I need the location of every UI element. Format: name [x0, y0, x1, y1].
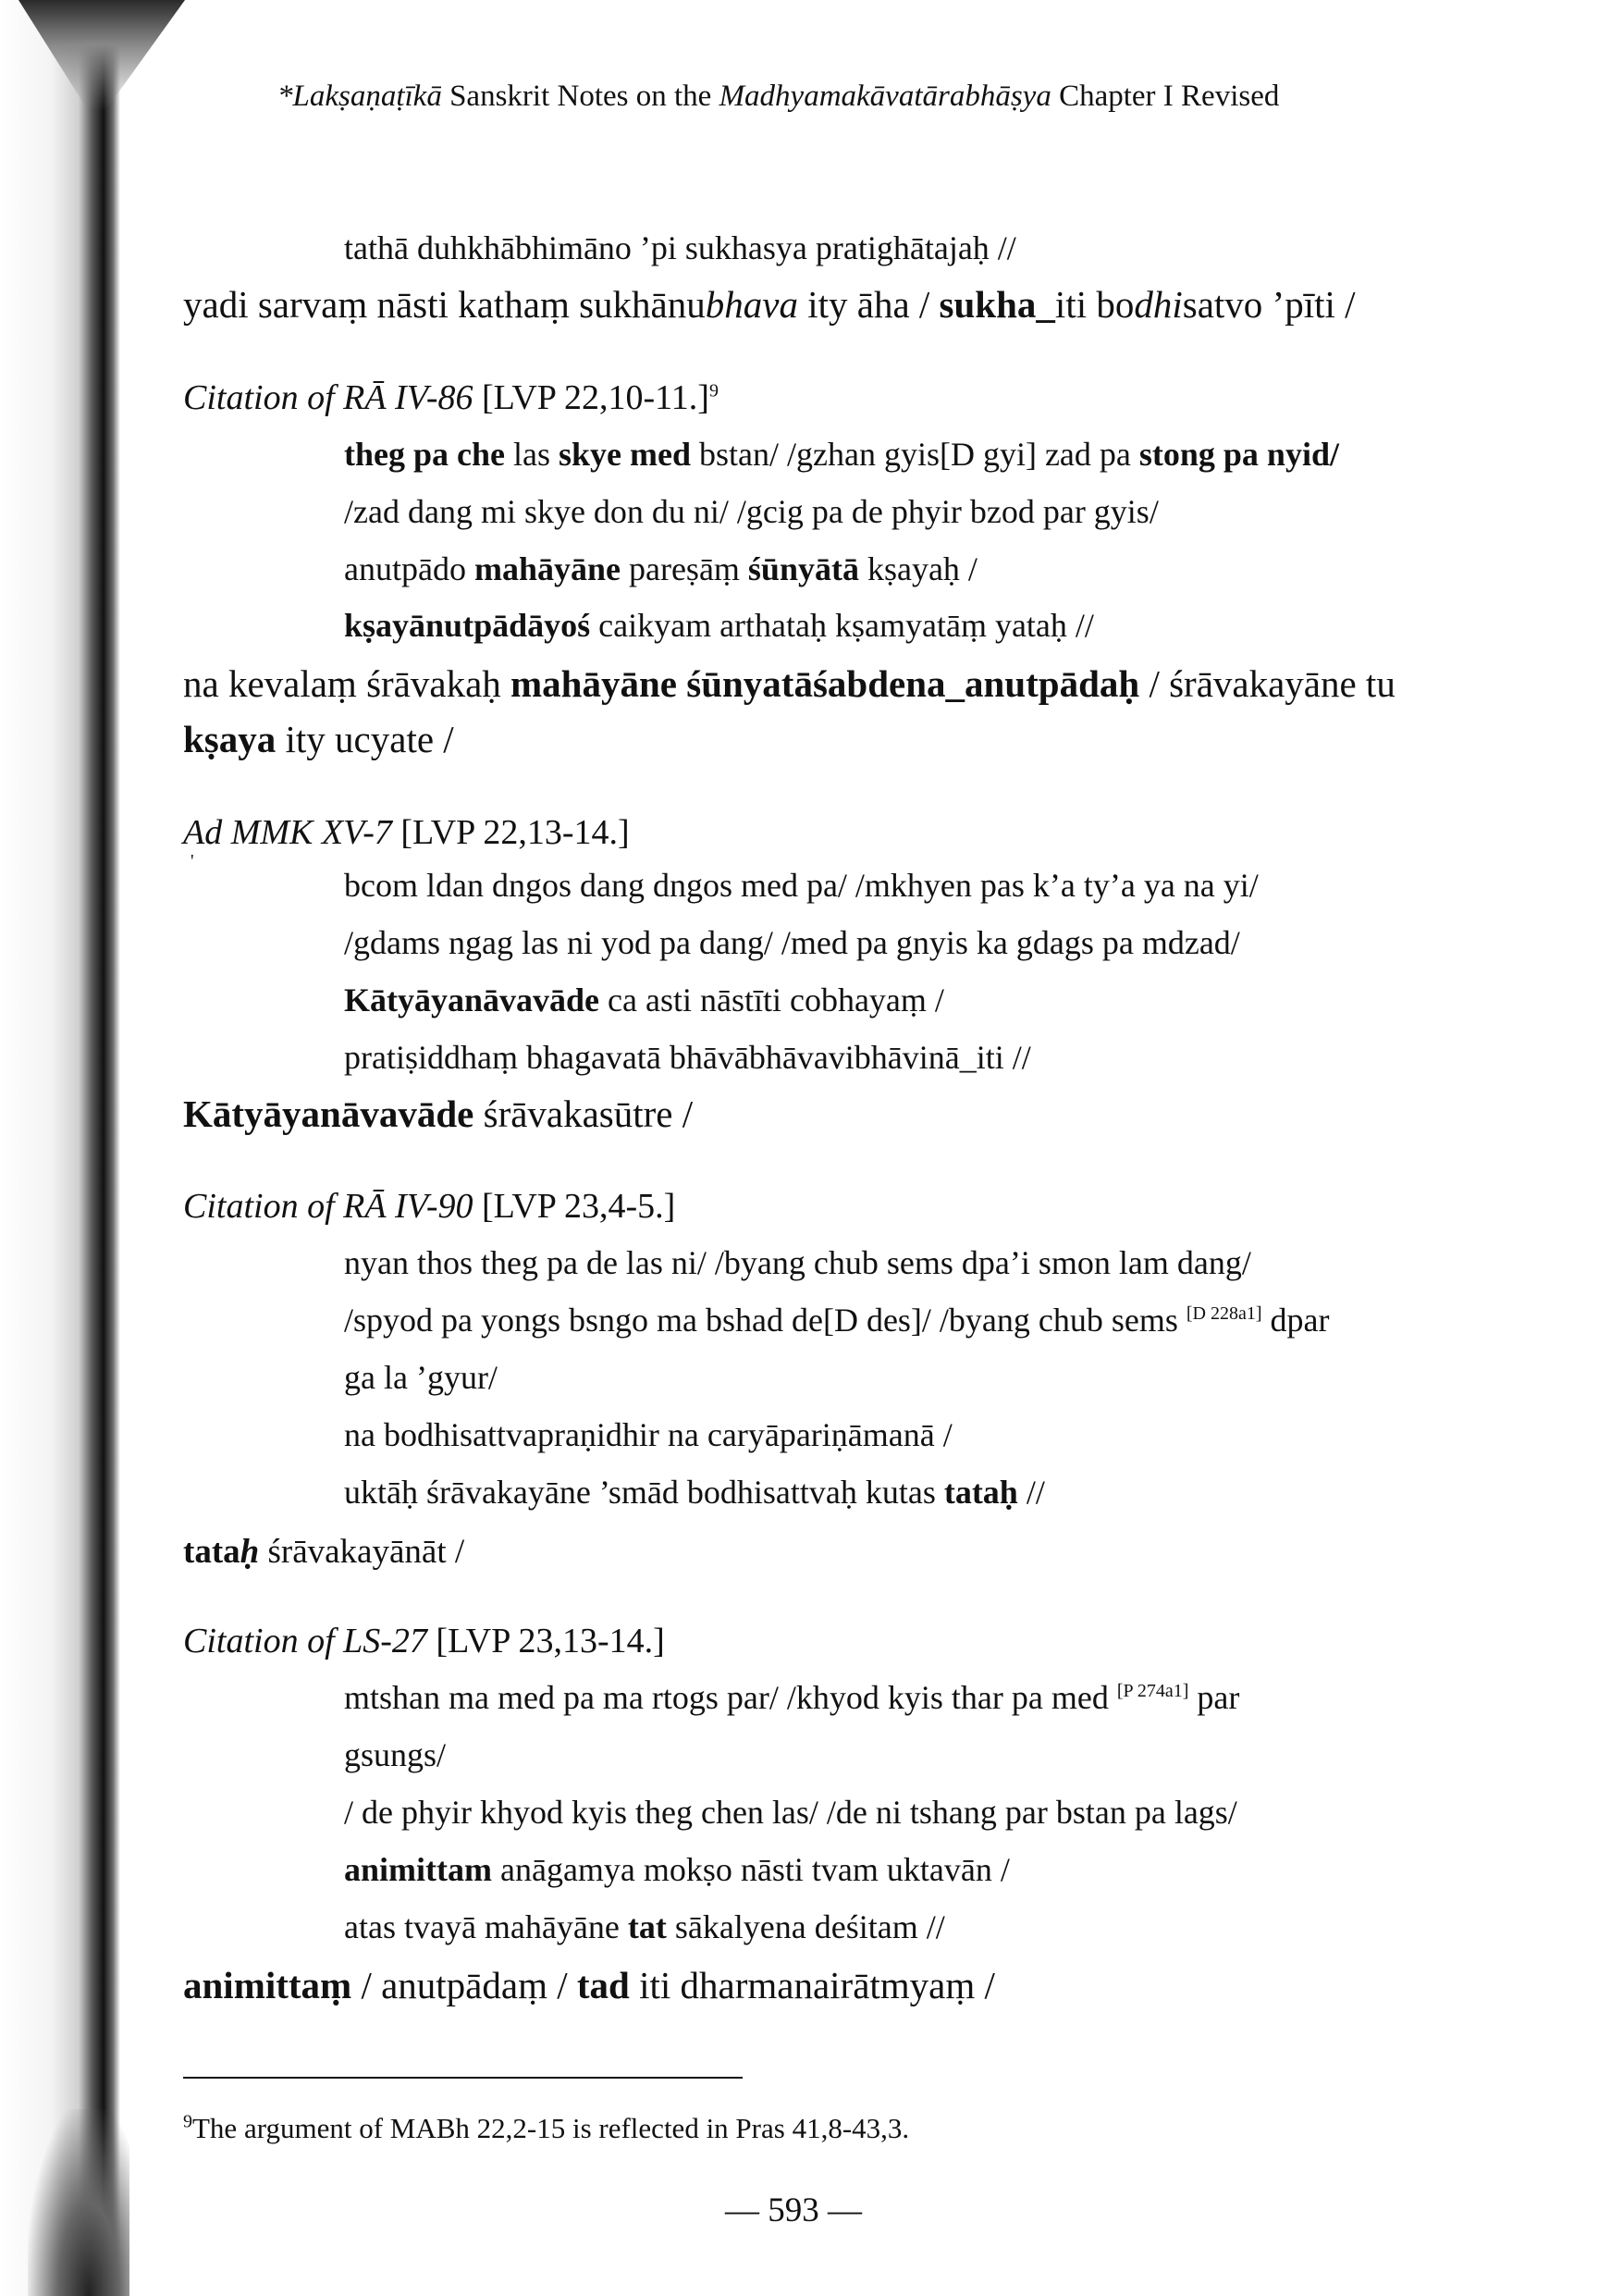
folio-reference: [D 228a1] — [1186, 1303, 1262, 1324]
sanskrit-text: pratiṣiddhaṃ bhagavatā bhāvābhāvavibhāvinā_iti // — [344, 1039, 1031, 1076]
commentary-line — [183, 282, 1356, 327]
commentary-text: dhi — [1134, 283, 1183, 326]
citation-source: Ad MMK XV-7 — [183, 813, 392, 852]
sanskrit-line — [344, 981, 944, 1019]
tibetan-line — [344, 1358, 498, 1397]
commentary-text: / anutpādaṃ / — [351, 1964, 577, 2006]
sanskrit-text: kṣayaḥ / — [858, 550, 977, 587]
sanskrit-text: tataḥ — [943, 1474, 1018, 1511]
tibetan-line — [344, 1301, 1330, 1339]
tibetan-line — [344, 435, 1339, 474]
commentary-text: na kevalaṃ śrāvakaḥ — [183, 662, 511, 705]
tibetan-text: ga la ’gyur/ — [344, 1359, 498, 1396]
footnote-mark: 9 — [708, 380, 719, 401]
sanskrit-text: // — [1017, 1474, 1045, 1511]
citation-reference: [LVP 23,4-5.] — [473, 1187, 676, 1226]
tibetan-text: gsungs/ — [344, 1736, 447, 1773]
verse-line — [344, 228, 1016, 267]
sanskrit-text: śūnyātā — [747, 550, 859, 587]
tibetan-line — [344, 866, 1259, 905]
tibetan-text: nyan thos theg pa de las ni/ /byang chub sems dpa’i smon lam dang/ — [344, 1244, 1251, 1281]
sanskrit-line — [344, 1038, 1031, 1077]
commentary-text: animittaṃ — [183, 1964, 352, 2006]
commentary-text: iti bo — [1054, 283, 1135, 326]
commentary-text: ity āha / — [797, 283, 940, 326]
commentary-text: satvo ’pīti / — [1182, 283, 1356, 326]
citation-source: Citation of LS-27 — [183, 1622, 427, 1660]
sanskrit-text: kṣayānutpādāyoś — [344, 607, 591, 644]
commentary-line — [183, 717, 454, 761]
tibetan-text: bstan/ /gzhan gyis[D gyi] zad pa — [691, 436, 1139, 473]
sanskrit-text: mahāyāne — [473, 550, 621, 587]
footnote-rule — [183, 2077, 743, 2079]
commentary-text: / śrāvakayāne tu — [1139, 662, 1396, 705]
sanskrit-line — [344, 606, 1094, 645]
tibetan-line — [344, 492, 1159, 531]
tibetan-line — [344, 1678, 1239, 1717]
citation-heading — [183, 377, 719, 418]
citation-source: Citation of RĀ IV-90 — [183, 1187, 473, 1226]
tibetan-text: stong pa nyid/ — [1138, 436, 1339, 473]
commentary-text: śrāvakasūtre / — [473, 1092, 694, 1135]
commentary-text: iti dharmanairātmyaṃ / — [629, 1964, 995, 2006]
citation-reference: [LVP 22,13-14.] — [391, 813, 630, 852]
sanskrit-text: tat — [627, 1908, 667, 1945]
folio-reference: [P 274a1] — [1116, 1681, 1189, 1701]
header-title-part: *Lakṣaṇaṭīkā — [277, 80, 442, 113]
tibetan-line — [344, 1735, 446, 1774]
header-title-part: Sanskrit Notes on the — [441, 80, 719, 113]
sanskrit-text: anutpādo — [344, 550, 474, 587]
tibetan-line — [344, 1793, 1237, 1832]
tibetan-text: las — [505, 436, 559, 473]
sanskrit-text: anāgamya mokṣo nāsti tvam uktavān / — [491, 1851, 1010, 1888]
commentary-line — [183, 1092, 693, 1136]
stray-mark: ' — [191, 851, 194, 871]
commentary-text: mahāyāne śūnyatāśabdena_anutpādaḥ — [510, 662, 1140, 705]
commentary-text: ity ucyate / — [276, 718, 454, 760]
commentary-text: Kātyāyanāvavāde — [183, 1092, 474, 1135]
commentary-text: tad — [576, 1964, 630, 2006]
citation-heading — [183, 1186, 675, 1227]
citation-reference: [LVP 23,13-14.] — [426, 1622, 665, 1660]
header-title-part: Madhyamakāvatārabhāṣya — [719, 80, 1051, 113]
commentary-text: sukha_ — [939, 283, 1055, 326]
tibetan-text: dpar — [1261, 1302, 1330, 1339]
sanskrit-line — [344, 1907, 945, 1946]
sanskrit-text: pareṣāṃ — [620, 550, 748, 587]
commentary-text: kṣaya — [183, 718, 277, 760]
sanskrit-text: ca asti nāstīti cobhayaṃ / — [599, 981, 944, 1018]
commentary-line — [183, 1532, 464, 1572]
tibetan-text: skye med — [559, 436, 691, 473]
citation-source: Citation of RĀ IV-86 — [183, 378, 473, 417]
sanskrit-text: na bodhisattvapraṇidhir na caryāpariṇāmanā / — [344, 1416, 953, 1453]
commentary-text: ḥ — [240, 1533, 260, 1571]
sanskrit-line — [344, 1415, 953, 1454]
citation-reference: [LVP 22,10-11.] — [473, 378, 709, 417]
footnote-text: The argument of MABh 22,2-15 is reflected in Pras 41,8-43,3. — [192, 2112, 910, 2144]
tibetan-line — [344, 923, 1240, 962]
sanskrit-text: sākalyena deśitam // — [666, 1908, 945, 1945]
commentary-text: śrāvakayānāt / — [259, 1533, 465, 1571]
sanskrit-text: uktāḥ śrāvakayāne ’smād bodhisattvaḥ kutas — [344, 1474, 944, 1511]
tibetan-text: bcom ldan dngos dang dngos med pa/ /mkhyen pas k’a ty’a ya na yi/ — [344, 867, 1259, 904]
sanskrit-text: Kātyāyanāvavāde — [344, 981, 600, 1018]
commentary-line — [183, 661, 1396, 706]
tibetan-text: theg pa che — [344, 436, 505, 473]
sanskrit-line — [344, 1473, 1045, 1512]
tibetan-text: /zad dang mi skye don du ni/ /gcig pa de phyir bzod par gyis/ — [344, 493, 1159, 530]
commentary-text: yadi sarvaṃ nāsti kathaṃ sukhānu — [183, 283, 706, 326]
commentary-text: tata — [183, 1533, 240, 1571]
page-number: — 593 — — [725, 2191, 862, 2229]
verse-text: tathā duhkhābhimāno ’pi sukhasya pratighātajaḥ // — [344, 229, 1016, 266]
commentary-text: bhava — [705, 283, 798, 326]
tibetan-text: /gdams ngag las ni yod pa dang/ /med pa gnyis ka gdags pa mdzad/ — [344, 924, 1240, 961]
tibetan-text: / de phyir khyod kyis theg chen las/ /de ni tshang par bstan pa lags/ — [344, 1794, 1237, 1831]
tibetan-text: mtshan ma med pa ma rtogs par/ /khyod kyis thar pa med — [344, 1679, 1117, 1716]
commentary-line — [183, 1963, 995, 2007]
running-header — [277, 80, 1279, 114]
sanskrit-text: animittam — [344, 1851, 492, 1888]
tibetan-text: /spyod pa yongs bsngo ma bshad de[D des]/ /byang chub sems — [344, 1302, 1187, 1339]
tibetan-line — [344, 1243, 1251, 1282]
footnote — [183, 2112, 909, 2145]
citation-heading — [183, 1621, 665, 1661]
sanskrit-text: caikyam arthataḥ kṣamyatāṃ yataḥ // — [590, 607, 1094, 644]
citation-heading — [183, 812, 630, 853]
sanskrit-line — [344, 549, 977, 588]
footnote-number: 9 — [183, 2111, 192, 2132]
sanskrit-line — [344, 1850, 1010, 1889]
header-title-part: Chapter I Revised — [1051, 80, 1280, 113]
sanskrit-text: atas tvayā mahāyāne — [344, 1908, 628, 1945]
tibetan-text: par — [1188, 1679, 1240, 1716]
